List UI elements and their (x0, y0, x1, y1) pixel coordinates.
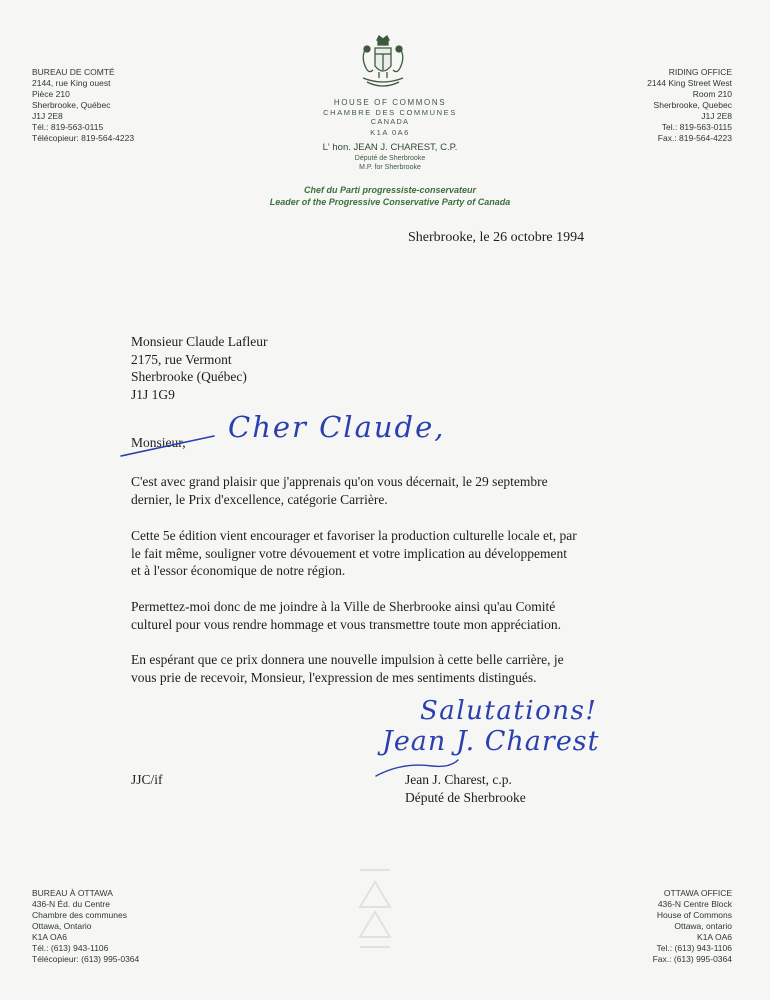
closing-handwritten: Salutations! (420, 696, 598, 726)
office-line: OTTAWA OFFICE (663, 888, 732, 898)
house-en: HOUSE OF COMMONS (333, 98, 447, 107)
office-line: BUREAU DE COMTÉ (32, 67, 115, 77)
riding-office-fr (32, 67, 134, 144)
signature-handwritten: Jean J. Charest (382, 726, 600, 757)
body-paragraph-3 (131, 598, 651, 633)
party-en: Leader of the Progressive Conservative Party of Canada (269, 197, 511, 207)
party-title (230, 184, 550, 208)
address-line: J1J 1G9 (131, 386, 175, 402)
office-line: Sherbrooke, Quebec (653, 100, 732, 110)
house-fr: CHAMBRE DES COMMUNES (323, 107, 457, 117)
member-name: L' hon. JEAN J. CHAREST, C.P. (322, 141, 458, 153)
postal-code: K1A 0A6 (370, 127, 410, 137)
office-line: Ottawa, Ontario (32, 921, 92, 931)
office-line: Tel.: (613) 943-1106 (656, 943, 732, 953)
member-title-en: M.P. for Sherbrooke (359, 163, 421, 171)
office-line: House of Commons (656, 910, 732, 920)
body-line: Permettez-moi donc de me joindre à la Ville de Sherbrooke ainsi qu'au Comité (131, 599, 556, 614)
member-title-fr: Député de Sherbrooke (354, 154, 426, 162)
office-line: Room 210 (692, 89, 732, 99)
office-line: K1A OA6 (697, 932, 732, 942)
office-line: J1J 2E8 (32, 111, 63, 121)
body-line: culturel pour vous rendre hommage et vous transmettre toute mon appréciation. (131, 616, 561, 632)
office-line: 436-N Centre Block (657, 899, 732, 909)
office-line: BUREAU À OTTAWA (32, 888, 113, 898)
office-line: Sherbrooke, Québec (32, 100, 111, 110)
address-line: Monsieur Claude Lafleur (131, 334, 268, 349)
address-line: Sherbrooke (Québec) (131, 369, 247, 384)
address-line: 2175, rue Vermont (131, 351, 232, 367)
ottawa-office-en (653, 888, 732, 965)
office-line: Ottawa, ontario (674, 921, 732, 931)
party-fr: Chef du Parti progressiste-conservateur (303, 185, 477, 195)
body-line: et à l'essor économique de notre région. (131, 563, 346, 579)
office-line: Télécopieur: (613) 995-0364 (32, 954, 140, 964)
office-line: 2144 King Street West (647, 78, 732, 88)
signer-block (405, 771, 526, 806)
office-line: Télécopieur: 819-564-4223 (32, 133, 135, 143)
office-line: K1A OA6 (32, 932, 67, 942)
office-line: Fax.: 819-564-4223 (657, 133, 732, 143)
office-line: Chambre des communes (32, 910, 127, 920)
body-paragraph-4 (131, 651, 651, 686)
date-line: Sherbrooke, le 26 octobre 1994 (408, 230, 585, 245)
office-line: Tél.: (613) 943-1106 (32, 943, 109, 953)
body-line: vous prie de recevoir, Monsieur, l'expression de mes sentiments distingués. (131, 669, 537, 685)
office-line: 2144, rue King ouest (32, 78, 111, 88)
house-of-commons-header (270, 98, 510, 172)
office-line: Tél.: 819-563-0115 (32, 122, 104, 132)
body-paragraph-1 (131, 473, 651, 508)
salutation-handwritten: Cher Claude, (228, 410, 446, 444)
body-line: En espérant que ce prix donnera une nouvelle impulsion à cette belle carrière, je (131, 652, 564, 667)
body-line: C'est avec grand plaisir que j'apprenais qu'on vous décernait, le 29 septembre (131, 474, 548, 489)
riding-office-en (647, 67, 732, 144)
coat-of-arms-icon (357, 34, 409, 94)
country: CANADA (370, 117, 410, 126)
body-paragraph-2 (131, 527, 651, 580)
signer-name: Jean J. Charest, c.p. (405, 772, 512, 787)
strikethrough-mark (118, 428, 218, 462)
recycle-watermark-icon (345, 862, 405, 952)
signer-title: Député de Sherbrooke (405, 789, 526, 805)
office-line: RIDING OFFICE (668, 67, 732, 77)
salutation-typed: Monsieur, (131, 435, 186, 450)
body-line: le fait même, souligner votre dévouement et votre implication au développement (131, 545, 567, 561)
office-line: 436-N Éd. du Centre (32, 899, 110, 909)
body-line: dernier, le Prix d'excellence, catégorie Carrière. (131, 491, 388, 507)
reference-initials: JJC/if (131, 772, 163, 787)
office-line: J1J 2E8 (701, 111, 732, 121)
office-line: Tel.: 819-563-0115 (661, 122, 732, 132)
body-line: Cette 5e édition vient encourager et favoriser la production culturelle locale et, par (131, 528, 577, 543)
office-line: Pièce 210 (32, 89, 70, 99)
ottawa-office-fr (32, 888, 139, 965)
office-line: Fax.: (613) 995-0364 (652, 954, 732, 964)
recipient-address (131, 333, 267, 403)
